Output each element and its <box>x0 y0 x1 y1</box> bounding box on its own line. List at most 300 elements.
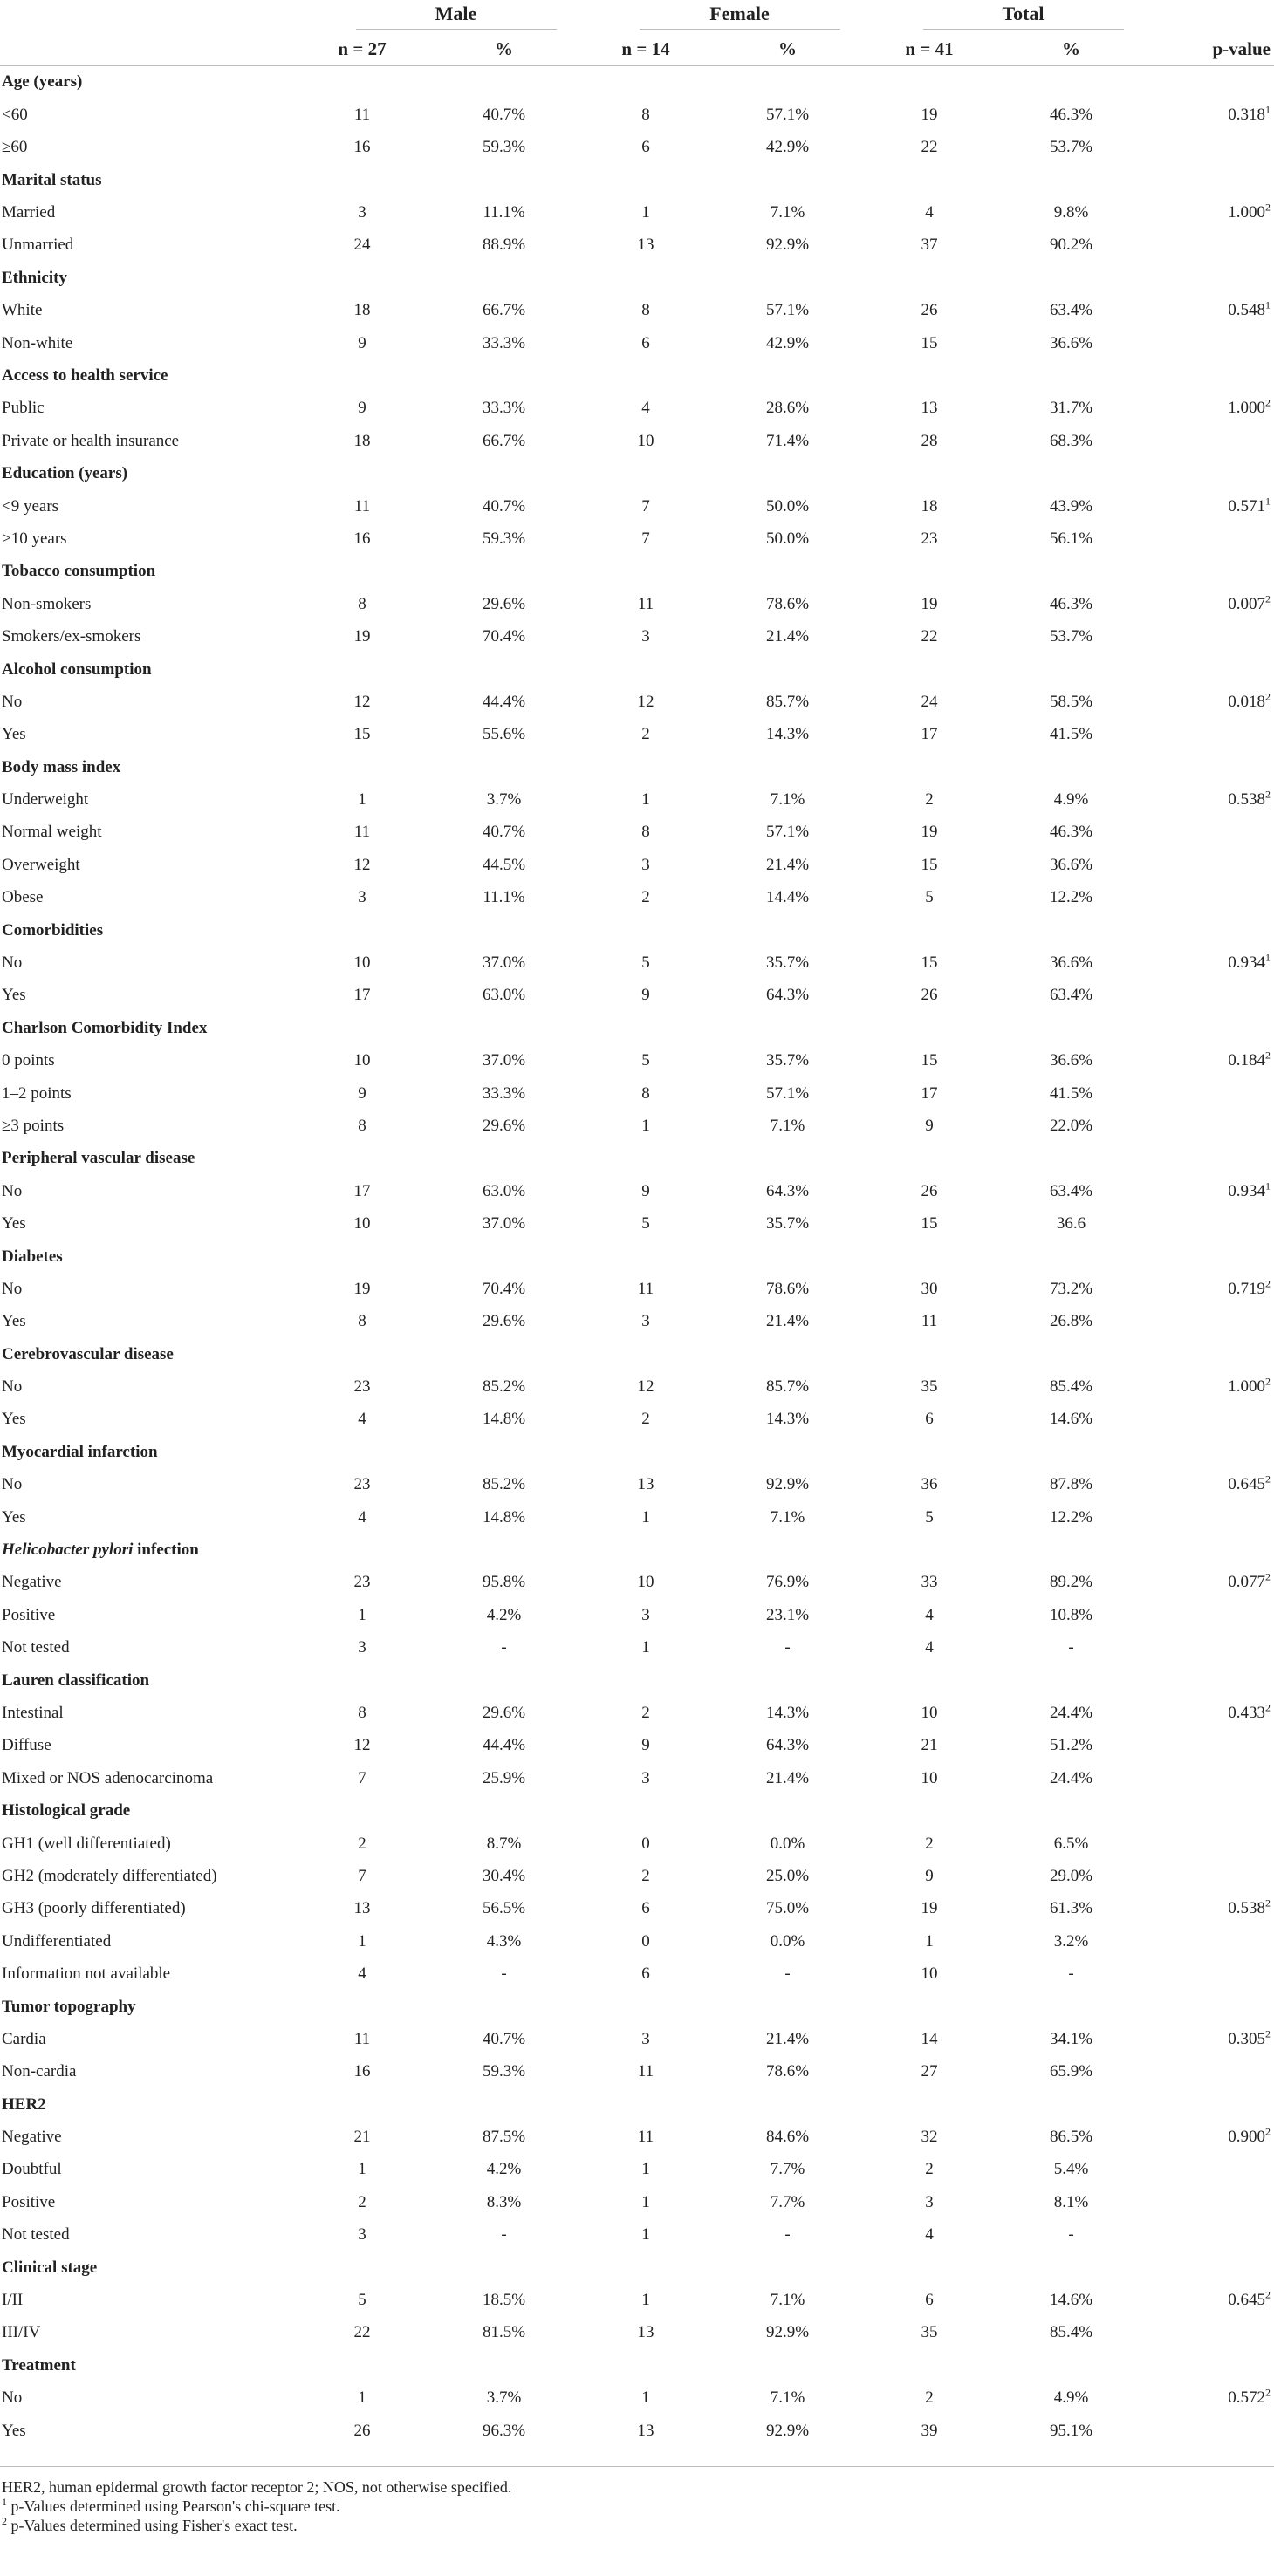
total-count: 2 <box>925 2388 934 2408</box>
total-percent: 36.6% <box>1049 1051 1093 1070</box>
group-title-text: Histological grade <box>2 1801 131 1821</box>
female-percent: 42.9% <box>765 333 810 352</box>
female-count: 1 <box>641 1638 650 1657</box>
female-percent: 21.4% <box>765 2029 810 2048</box>
header-female-pct: % <box>694 32 881 65</box>
p-value <box>1165 393 1274 425</box>
p-value <box>1165 1306 1274 1338</box>
male-percent: 11.1% <box>483 203 525 222</box>
total-count: 10 <box>921 1768 938 1787</box>
female-count: 6 <box>641 333 650 352</box>
female-count: 3 <box>641 627 650 646</box>
total-percent: 24.4% <box>1049 1768 1093 1787</box>
female-count: 7 <box>641 529 650 548</box>
total-percent: 53.7% <box>1049 138 1093 157</box>
p-value-footnote-mark: 2 <box>1265 788 1271 801</box>
row-label: Obese <box>2 888 44 907</box>
male-count: 21 <box>353 2128 371 2147</box>
male-count: 18 <box>353 301 371 320</box>
row-label: Not tested <box>2 1638 70 1657</box>
female-percent: 64.3% <box>765 1736 810 1755</box>
total-count: 15 <box>921 333 938 352</box>
female-percent: 14.4% <box>765 888 810 907</box>
group-header-row <box>0 1012 1274 1044</box>
female-percent: 21.4% <box>765 855 810 874</box>
p-value-text: 0.184 <box>1228 1051 1265 1070</box>
total-count: 30 <box>921 1279 938 1298</box>
total-percent: 51.2% <box>1049 1736 1093 1755</box>
table-row <box>0 425 1274 457</box>
table-footnotes <box>0 2466 1274 2535</box>
group-title-text: Clinical stage <box>2 2258 98 2277</box>
female-count: 2 <box>641 725 650 744</box>
group-header-row <box>0 914 1274 946</box>
table-row <box>0 1370 1274 1403</box>
total-percent: 95.1% <box>1049 2421 1093 2440</box>
female-percent: 7.1% <box>770 1507 805 1527</box>
female-count: 1 <box>641 790 650 810</box>
male-percent: 29.6% <box>482 1312 526 1331</box>
group-title <box>0 164 1274 196</box>
total-percent: 12.2% <box>1049 1507 1093 1527</box>
p-value <box>1165 2121 1274 2153</box>
p-value <box>1165 686 1274 718</box>
row-label: No <box>2 2388 23 2408</box>
female-percent: 57.1% <box>765 105 810 124</box>
p-value <box>1165 1632 1274 1664</box>
row-label: ≥3 points <box>2 1116 65 1135</box>
male-count: 15 <box>353 725 371 744</box>
female-percent: 25.0% <box>765 1866 810 1885</box>
p-value-footnote-mark: 2 <box>1265 2027 1271 2040</box>
total-percent: 46.3% <box>1049 823 1093 842</box>
total-count: 11 <box>921 1312 938 1331</box>
female-percent: 7.1% <box>770 790 805 810</box>
male-count: 24 <box>353 236 371 255</box>
total-percent: 73.2% <box>1049 1279 1093 1298</box>
male-percent: 33.3% <box>482 333 526 352</box>
row-label: Negative <box>2 1573 62 1592</box>
group-title <box>0 751 1274 783</box>
p-value-text: 0.548 <box>1228 301 1265 320</box>
p-value <box>1165 99 1274 131</box>
row-label: Diffuse <box>2 1736 51 1755</box>
group-title-text: Tobacco consumption <box>2 562 156 581</box>
row-label: Yes <box>2 2421 26 2440</box>
total-percent: 14.6% <box>1049 2291 1093 2310</box>
p-value-text: 0.305 <box>1228 2029 1265 2048</box>
total-count: 23 <box>921 529 938 548</box>
group-title <box>0 2251 1274 2284</box>
total-percent: 36.6 <box>1056 1214 1086 1233</box>
female-percent: 0.0% <box>770 1931 805 1951</box>
group-header-row <box>0 751 1274 783</box>
total-percent: 65.9% <box>1049 2062 1093 2081</box>
female-percent: 71.4% <box>765 431 810 450</box>
female-percent: 28.6% <box>765 399 810 418</box>
male-count: 16 <box>353 529 371 548</box>
female-count: 11 <box>637 594 654 613</box>
male-count: 26 <box>353 2421 371 2440</box>
group-title-text: Peripheral vascular disease <box>2 1149 195 1168</box>
male-count: 11 <box>353 105 371 124</box>
total-count: 26 <box>921 1181 938 1200</box>
table-row <box>0 2056 1274 2088</box>
header-blank-p <box>1165 0 1274 32</box>
total-percent: - <box>1068 2225 1074 2245</box>
row-label: Overweight <box>2 855 80 874</box>
table-row <box>0 1762 1274 1794</box>
p-value <box>1165 882 1274 914</box>
female-percent: 42.9% <box>765 138 810 157</box>
total-percent: 36.6% <box>1049 333 1093 352</box>
table-row <box>0 2415 1274 2447</box>
male-count: 12 <box>353 1736 371 1755</box>
female-percent: 92.9% <box>765 2421 810 2440</box>
female-percent: 78.6% <box>765 1279 810 1298</box>
female-percent: - <box>784 1964 791 1984</box>
group-title-suffix: infection <box>133 1541 199 1560</box>
male-percent: - <box>501 1638 507 1657</box>
male-percent: 70.4% <box>482 1279 526 1298</box>
p-value <box>1165 1110 1274 1142</box>
p-value <box>1165 980 1274 1012</box>
female-count: 13 <box>637 236 654 255</box>
male-count: 1 <box>358 2160 366 2179</box>
male-percent: 95.8% <box>482 1573 526 1592</box>
male-count: 8 <box>358 594 366 613</box>
table-row <box>0 817 1274 849</box>
female-count: 5 <box>641 1214 650 1233</box>
p-value <box>1165 1273 1274 1305</box>
p-value-text: 0.018 <box>1228 692 1265 711</box>
group-title-text: Charlson Comorbidity Index <box>2 1018 208 1037</box>
table-row <box>0 946 1274 979</box>
row-label: Non-smokers <box>2 594 92 613</box>
female-count: 13 <box>637 2421 654 2440</box>
male-percent: 37.0% <box>482 1051 526 1070</box>
total-count: 26 <box>921 301 938 320</box>
female-percent: 92.9% <box>765 2323 810 2342</box>
total-percent: 22.0% <box>1049 1116 1093 1135</box>
p-value <box>1165 523 1274 555</box>
female-count: 12 <box>637 1377 654 1397</box>
female-count: 1 <box>641 2192 650 2211</box>
p-value-text: 0.900 <box>1228 2128 1265 2147</box>
male-count: 18 <box>353 431 371 450</box>
male-count: 1 <box>358 2388 366 2408</box>
female-count: 8 <box>641 1083 650 1103</box>
female-percent: 0.0% <box>770 1834 805 1853</box>
group-title-text: Lauren classification <box>2 1671 150 1690</box>
row-label: Smokers/ex-smokers <box>2 627 141 646</box>
header-blank <box>0 0 314 32</box>
male-count: 4 <box>358 1507 366 1527</box>
total-percent: - <box>1068 1638 1074 1657</box>
row-label: Mixed or NOS adenocarcinoma <box>2 1768 214 1787</box>
total-percent: 24.4% <box>1049 1704 1093 1722</box>
female-count: 12 <box>637 692 654 711</box>
table-row <box>0 1501 1274 1534</box>
total-percent: 10.8% <box>1049 1605 1093 1624</box>
male-percent: 40.7% <box>482 105 526 124</box>
total-percent: 90.2% <box>1049 236 1093 255</box>
group-header-row <box>0 1534 1274 1566</box>
p-value <box>1165 1925 1274 1958</box>
female-count: 1 <box>641 2225 650 2245</box>
total-count: 24 <box>921 692 938 711</box>
group-title-text: Comorbidities <box>2 920 104 940</box>
group-title <box>0 262 1274 294</box>
p-value <box>1165 2154 1274 2186</box>
male-percent: 55.6% <box>482 725 526 744</box>
total-count: 4 <box>925 1638 934 1657</box>
female-percent: - <box>784 1638 791 1657</box>
row-label: 1–2 points <box>2 1083 72 1103</box>
total-count: 2 <box>925 1834 934 1853</box>
p-value <box>1165 1697 1274 1729</box>
row-label: Information not available <box>2 1964 171 1984</box>
total-count: 19 <box>921 594 938 613</box>
female-percent: 85.7% <box>765 1377 810 1397</box>
total-percent: 3.2% <box>1053 1931 1089 1951</box>
female-percent: 50.0% <box>765 529 810 548</box>
header-total-n: n = 41 <box>881 32 977 65</box>
female-percent: 21.4% <box>765 1312 810 1331</box>
group-header-row <box>0 2349 1274 2381</box>
p-value-footnote-mark: 1 <box>1265 103 1271 116</box>
male-count: 3 <box>358 888 366 907</box>
group-title-text: Treatment <box>2 2355 76 2374</box>
female-count: 2 <box>641 1410 650 1429</box>
row-label: No <box>2 1377 23 1397</box>
p-value <box>1165 783 1274 816</box>
male-percent: 33.3% <box>482 399 526 418</box>
table-row <box>0 1404 1274 1436</box>
female-percent: 14.3% <box>765 725 810 744</box>
female-percent: 92.9% <box>765 236 810 255</box>
female-percent: 75.0% <box>765 1899 810 1918</box>
total-percent: 4.9% <box>1053 790 1089 810</box>
male-count: 9 <box>358 1083 366 1103</box>
total-count: 4 <box>925 203 934 222</box>
p-value-text: 0.433 <box>1228 1704 1265 1722</box>
female-percent: 85.7% <box>765 692 810 711</box>
total-percent: 46.3% <box>1049 105 1093 124</box>
female-count: 3 <box>641 1605 650 1624</box>
group-title-text: Diabetes <box>2 1247 63 1266</box>
header-label-blank <box>0 32 314 65</box>
footnote-2: $^2$ p-Values determined using Fisher's exact test. <box>2 2515 298 2535</box>
group-title <box>0 914 1274 946</box>
p-value-footnote-mark: 1 <box>1265 1179 1271 1192</box>
p-value-footnote-mark: 2 <box>1265 1472 1271 1486</box>
p-value <box>1165 327 1274 359</box>
group-title <box>0 1794 1274 1827</box>
male-count: 9 <box>358 399 366 418</box>
total-count: 17 <box>921 725 938 744</box>
p-value <box>1165 817 1274 849</box>
female-percent: 76.9% <box>765 1573 810 1592</box>
male-count: 23 <box>353 1573 371 1592</box>
table-row <box>0 132 1274 164</box>
female-percent: 57.1% <box>765 301 810 320</box>
p-value <box>1165 2219 1274 2251</box>
total-percent: 58.5% <box>1049 692 1093 711</box>
p-value-footnote-mark: 2 <box>1265 1049 1271 1062</box>
group-header-row <box>0 1240 1274 1273</box>
male-percent: 8.7% <box>486 1834 522 1853</box>
male-percent: 96.3% <box>482 2421 526 2440</box>
male-percent: 63.0% <box>482 1181 526 1200</box>
p-value-footnote-mark: 2 <box>1265 2386 1271 2399</box>
table-row <box>0 1306 1274 1338</box>
group-header-row <box>0 457 1274 489</box>
row-label: Normal weight <box>2 823 102 842</box>
p-value-footnote-mark: 1 <box>1265 298 1271 311</box>
male-count: 19 <box>353 627 371 646</box>
group-title <box>0 1664 1274 1697</box>
female-count: 13 <box>637 1475 654 1494</box>
row-label: Positive <box>2 1605 56 1624</box>
row-label: Undifferentiated <box>2 1931 112 1951</box>
group-title-text: Cerebrovascular disease <box>2 1344 174 1363</box>
group-header-row <box>0 2088 1274 2121</box>
male-percent: 4.2% <box>486 1605 522 1624</box>
total-count: 4 <box>925 1605 934 1624</box>
male-count: 7 <box>358 1866 366 1885</box>
p-value <box>1165 1599 1274 1631</box>
p-value-footnote-mark: 2 <box>1265 2288 1271 2301</box>
group-title <box>0 1012 1274 1044</box>
male-percent: 3.7% <box>486 790 522 810</box>
male-percent: 40.7% <box>482 823 526 842</box>
header-total: Total <box>881 0 1165 32</box>
group-header-row <box>0 262 1274 294</box>
female-count: 1 <box>641 203 650 222</box>
male-percent: 44.4% <box>482 1736 526 1755</box>
total-percent: 85.4% <box>1049 2323 1093 2342</box>
total-count: 33 <box>921 1573 938 1592</box>
total-count: 22 <box>921 627 938 646</box>
total-count: 15 <box>921 1051 938 1070</box>
group-header-row <box>0 1143 1274 1175</box>
table-row <box>0 229 1274 262</box>
group-title-text: Myocardial infarction <box>2 1442 158 1461</box>
p-value-text: 0.318 <box>1228 105 1265 124</box>
p-value <box>1165 490 1274 523</box>
total-percent: 46.3% <box>1049 594 1093 613</box>
total-percent: 5.4% <box>1053 2160 1089 2179</box>
female-percent: 14.3% <box>765 1410 810 1429</box>
total-percent: 68.3% <box>1049 431 1093 450</box>
p-value-footnote-mark: 1 <box>1265 495 1271 508</box>
male-percent: 14.8% <box>482 1410 526 1429</box>
female-percent: 21.4% <box>765 627 810 646</box>
table-row <box>0 490 1274 523</box>
p-value <box>1165 719 1274 751</box>
female-count: 9 <box>641 986 650 1005</box>
female-count: 11 <box>637 1279 654 1298</box>
female-percent: 64.3% <box>765 986 810 1005</box>
header-male-n: n = 27 <box>314 32 410 65</box>
female-count: 10 <box>637 431 654 450</box>
p-value-footnote-mark: 2 <box>1265 1375 1271 1388</box>
table-row <box>0 2219 1274 2251</box>
table-row <box>0 2121 1274 2153</box>
header-pvalue: p-value <box>1165 32 1274 65</box>
p-value <box>1165 1501 1274 1534</box>
female-percent: 35.7% <box>765 1214 810 1233</box>
male-count: 3 <box>358 1638 366 1657</box>
male-count: 2 <box>358 2192 366 2211</box>
group-header-row <box>0 653 1274 686</box>
male-count: 17 <box>353 1181 371 1200</box>
group-header-row <box>0 2251 1274 2284</box>
row-label: Yes <box>2 1214 26 1233</box>
group-title <box>0 1436 1274 1468</box>
group-title-text: Tumor topography <box>2 1997 136 2016</box>
male-percent: 29.6% <box>482 594 526 613</box>
female-count: 9 <box>641 1181 650 1200</box>
group-header-row <box>0 1991 1274 2023</box>
male-percent: 66.7% <box>482 431 526 450</box>
p-value-text: 0.934 <box>1228 953 1265 973</box>
total-count: 36 <box>921 1475 938 1494</box>
group-title-text: Age (years) <box>2 72 83 92</box>
table-row <box>0 849 1274 881</box>
row-label: Private or health insurance <box>2 431 180 450</box>
total-percent: 6.5% <box>1053 1834 1089 1853</box>
total-count: 15 <box>921 855 938 874</box>
male-percent: - <box>501 2225 507 2245</box>
table-row <box>0 1893 1274 1925</box>
table-row <box>0 2186 1274 2218</box>
male-percent: 44.4% <box>482 692 526 711</box>
female-count: 5 <box>641 1051 650 1070</box>
p-value <box>1165 1958 1274 1990</box>
male-count: 8 <box>358 1704 366 1722</box>
male-count: 4 <box>358 1410 366 1429</box>
female-count: 4 <box>641 399 650 418</box>
total-count: 9 <box>925 1866 934 1885</box>
p-value <box>1165 229 1274 262</box>
table-row <box>0 2284 1274 2316</box>
male-percent: 44.5% <box>482 855 526 874</box>
male-count: 9 <box>358 333 366 352</box>
group-title <box>0 556 1274 588</box>
p-value-footnote-mark: 2 <box>1265 201 1271 214</box>
total-count: 26 <box>921 986 938 1005</box>
male-count: 17 <box>353 986 371 1005</box>
female-count: 0 <box>641 1931 650 1951</box>
total-count: 27 <box>921 2062 938 2081</box>
row-label: Yes <box>2 986 26 1005</box>
total-count: 1 <box>925 1931 934 1951</box>
total-count: 2 <box>925 2160 934 2179</box>
group-header-row <box>0 359 1274 392</box>
group-title <box>0 65 1274 99</box>
female-count: 1 <box>641 2160 650 2179</box>
female-count: 11 <box>637 2062 654 2081</box>
p-value <box>1165 946 1274 979</box>
total-percent: 86.5% <box>1049 2128 1093 2147</box>
p-value-text: 0.538 <box>1228 1899 1265 1918</box>
female-percent: 7.1% <box>770 2388 805 2408</box>
p-value <box>1165 1077 1274 1110</box>
total-count: 9 <box>925 1116 934 1135</box>
total-percent: 85.4% <box>1049 1377 1093 1397</box>
